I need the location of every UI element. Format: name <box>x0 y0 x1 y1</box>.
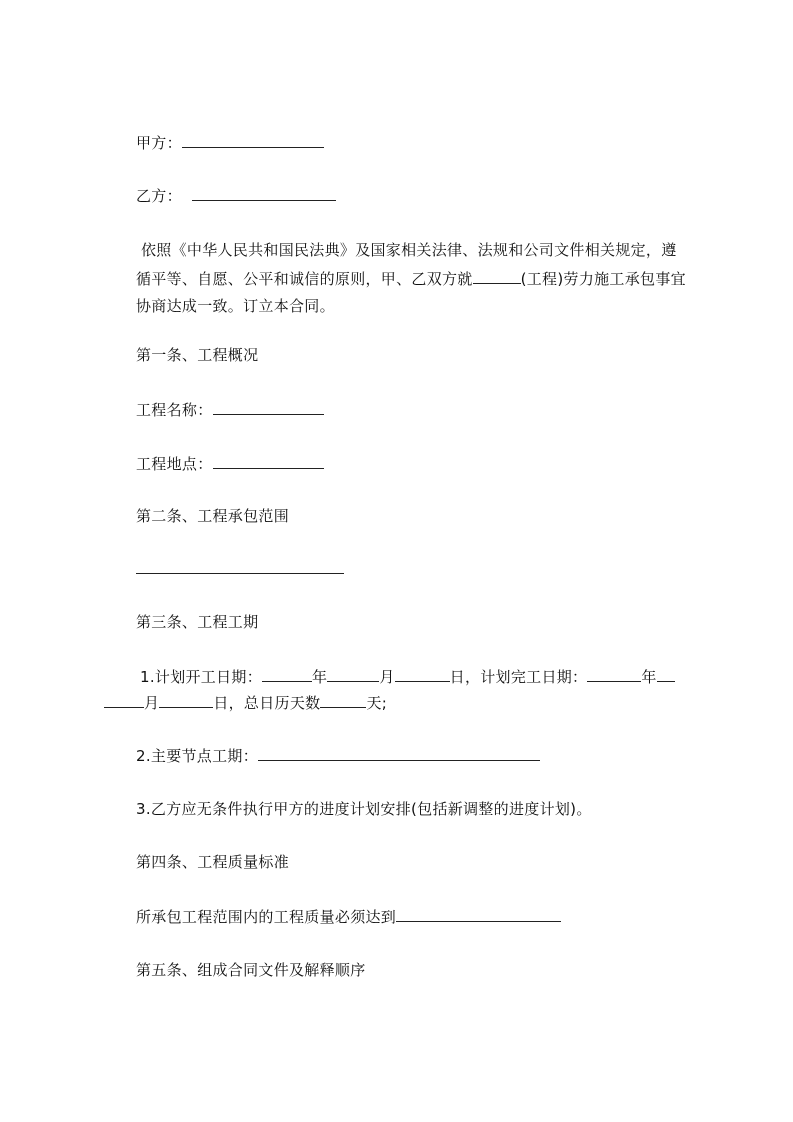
party-b-label: 乙方： <box>136 187 182 205</box>
quality-blank <box>396 906 561 922</box>
article-5-title: 第五条、组成合同文件及解释顺序 <box>136 961 366 979</box>
schedule-item-1-line-2 <box>104 692 387 713</box>
quality-text: 所承包工程范围内的工程质量必须达到 <box>136 908 397 926</box>
start-year-unit: 年 <box>312 668 328 686</box>
start-month-blank <box>327 666 379 682</box>
party-b-blank <box>192 185 336 201</box>
start-month-unit: 月 <box>379 668 395 686</box>
project-location-label: 工程地点： <box>136 455 213 473</box>
preamble-line-3: 协商达成一致。订立本合同。 <box>136 297 335 315</box>
party-b-row <box>136 185 336 206</box>
milestone-label: 2.主要节点工期： <box>136 747 259 765</box>
end-date-label: ，计划完工日期： <box>464 668 588 686</box>
schedule-item-3: 3.乙方应无条件执行甲方的进度计划安排(包括新调整的进度计划)。 <box>136 800 592 818</box>
end-day-blank <box>159 692 213 708</box>
schedule-item-2-row <box>136 745 540 766</box>
start-day-blank <box>395 666 450 682</box>
end-month-blank-start <box>657 666 675 682</box>
scope-row <box>136 558 344 579</box>
end-month-blank-cont <box>104 692 144 708</box>
quality-row <box>136 906 561 927</box>
schedule-item-1-line-1 <box>140 666 675 687</box>
preamble-line-1: 依照《中华人民共和国民法典》及国家相关法律、法规和公司文件相关规定，遵 <box>141 241 677 259</box>
start-year-blank <box>262 666 312 682</box>
total-days-blank <box>320 692 366 708</box>
start-date-label: 1.计划开工日期： <box>140 668 263 686</box>
article-4-title: 第四条、工程质量标准 <box>136 853 290 871</box>
project-location-blank <box>213 453 324 469</box>
project-name-field-blank <box>213 399 324 415</box>
end-month-unit: 月 <box>144 694 160 712</box>
article-1-title: 第一条、工程概况 <box>136 346 259 364</box>
article-3-title: 第三条、工程工期 <box>136 613 259 631</box>
project-name-blank <box>473 268 521 284</box>
party-a-row <box>136 132 324 153</box>
total-days-unit: 天; <box>366 694 388 712</box>
scope-blank <box>136 558 344 574</box>
party-a-label: 甲方： <box>136 134 182 152</box>
total-days-label: ，总日历天数 <box>228 694 321 712</box>
preamble-line-2 <box>136 268 686 289</box>
end-year-blank <box>587 666 641 682</box>
project-name-label: 工程名称： <box>136 401 213 419</box>
project-location-row <box>136 453 324 474</box>
milestone-blank <box>258 745 540 761</box>
preamble-line-2-start: 循平等、自愿、公平和诚信的原则，甲、乙双方就 <box>136 270 473 288</box>
preamble-line-2-end: (工程)劳力施工承包事宜 <box>520 270 686 288</box>
project-name-row <box>136 399 324 420</box>
party-a-blank <box>182 132 324 148</box>
article-2-title: 第二条、工程承包范围 <box>136 507 290 525</box>
end-year-unit: 年 <box>641 668 657 686</box>
end-day-unit: 日 <box>213 694 229 712</box>
start-day-unit: 日 <box>449 668 465 686</box>
